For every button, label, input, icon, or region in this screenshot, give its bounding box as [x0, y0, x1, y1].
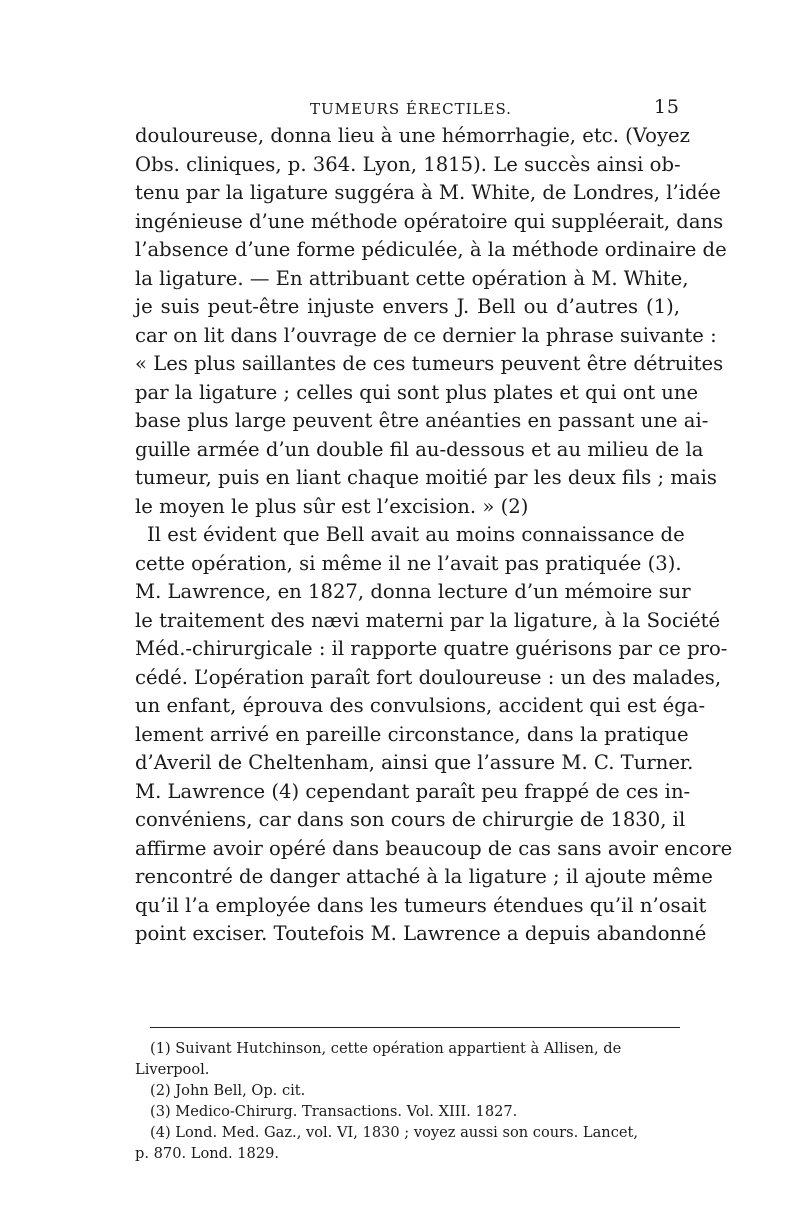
text-line: douloureuse, donna lieu à une hémorrhagie, etc. (Voyez — [135, 124, 690, 147]
footnote-line: Liverpool. — [135, 1061, 210, 1078]
footnote-divider — [150, 1027, 680, 1028]
text-line: Méd.-chirurgicale : il rapporte quatre guérisons par ce pro- — [135, 637, 728, 660]
running-title: TUMEURS ÉRECTILES. — [310, 100, 512, 118]
text-line: convéniens, car dans son cours de chirurgie de 1830, il — [135, 808, 686, 831]
text-line: base plus large peuvent être anéanties en passant une ai- — [135, 409, 709, 432]
text-line: le moyen le plus sûr est l’excision. » (2) — [135, 494, 529, 518]
text-line: qu’il l’a employée dans les tumeurs étendues qu’il n’osait — [135, 893, 707, 917]
footnote-line: (2) John Bell, Op. cit. — [150, 1082, 306, 1099]
body-text — [135, 122, 733, 949]
text-line: rencontré de danger attaché à la ligature ; il ajoute même — [135, 865, 713, 888]
page-number: 15 — [653, 96, 680, 118]
text-line: par la ligature ; celles qui sont plus plates et qui ont une — [135, 380, 699, 404]
text-line: ingénieuse d’une méthode opératoire qui suppléerait, dans — [135, 209, 724, 233]
footnote-line: (4) Lond. Med. Gaz., vol. VI, 1830 ; voyez aussi son cours. Lancet, — [150, 1124, 639, 1141]
text-line: point exciser. Toutefois M. Lawrence a depuis abandonné — [135, 922, 707, 945]
text-line: tumeur, puis en liant chaque moitié par les deux fils ; mais — [135, 466, 717, 489]
text-line: M. Lawrence (4) cependant paraît peu frappé de ces in- — [135, 779, 691, 803]
text-line: guille armée d’un double fil au-dessous et au milieu de la — [135, 437, 704, 461]
text-line: d’Averil de Cheltenham, ainsi que l’assure M. C. Turner. — [135, 751, 694, 774]
text-line: « Les plus saillantes de ces tumeurs peuvent être détruites — [135, 352, 724, 375]
text-line: tenu par la ligature suggéra à M. White, de Londres, l’idée — [135, 181, 721, 204]
footnote-line: p. 870. Lond. 1829. — [135, 1145, 280, 1162]
footnote-line: (1) Suivant Hutchinson, cette opération appartient à Allisen, de — [150, 1040, 622, 1057]
text-line: la ligature. — En attribuant cette opération à M. White, — [135, 266, 689, 290]
text-line: un enfant, éprouva des convulsions, accident qui est éga- — [135, 694, 706, 717]
footnote-line: (3) Medico-Chirurg. Transactions. Vol. XIII. 1827. — [150, 1103, 518, 1120]
text-line: je suis peut-être injuste envers J. Bell ou d’autres (1), — [135, 295, 680, 318]
text-line: Il est évident que Bell avait au moins connaissance de — [147, 523, 685, 546]
text-line: affirme avoir opéré dans beaucoup de cas sans avoir encore — [135, 836, 733, 860]
text-line: l’absence d’une forme pédiculée, à la méthode ordinaire de — [135, 238, 727, 261]
footnotes — [135, 1038, 680, 1164]
text-line: cédé. L’opération paraît fort douloureuse : un des malades, — [135, 665, 722, 689]
text-line: lement arrivé en pareille circonstance, dans la pratique — [135, 722, 689, 746]
text-line: M. Lawrence, en 1827, donna lecture d’un mémoire sur — [135, 580, 691, 603]
text-line: car on lit dans l’ouvrage de ce dernier la phrase suivante : — [135, 323, 717, 347]
text-line: cette opération, si même il ne l’avait pas pratiquée (3). — [135, 551, 682, 575]
text-line: Obs. cliniques, p. 364. Lyon, 1815). Le succès ainsi ob- — [135, 152, 681, 176]
text-line: le traitement des nævi materni par la ligature, à la Société — [135, 608, 721, 632]
